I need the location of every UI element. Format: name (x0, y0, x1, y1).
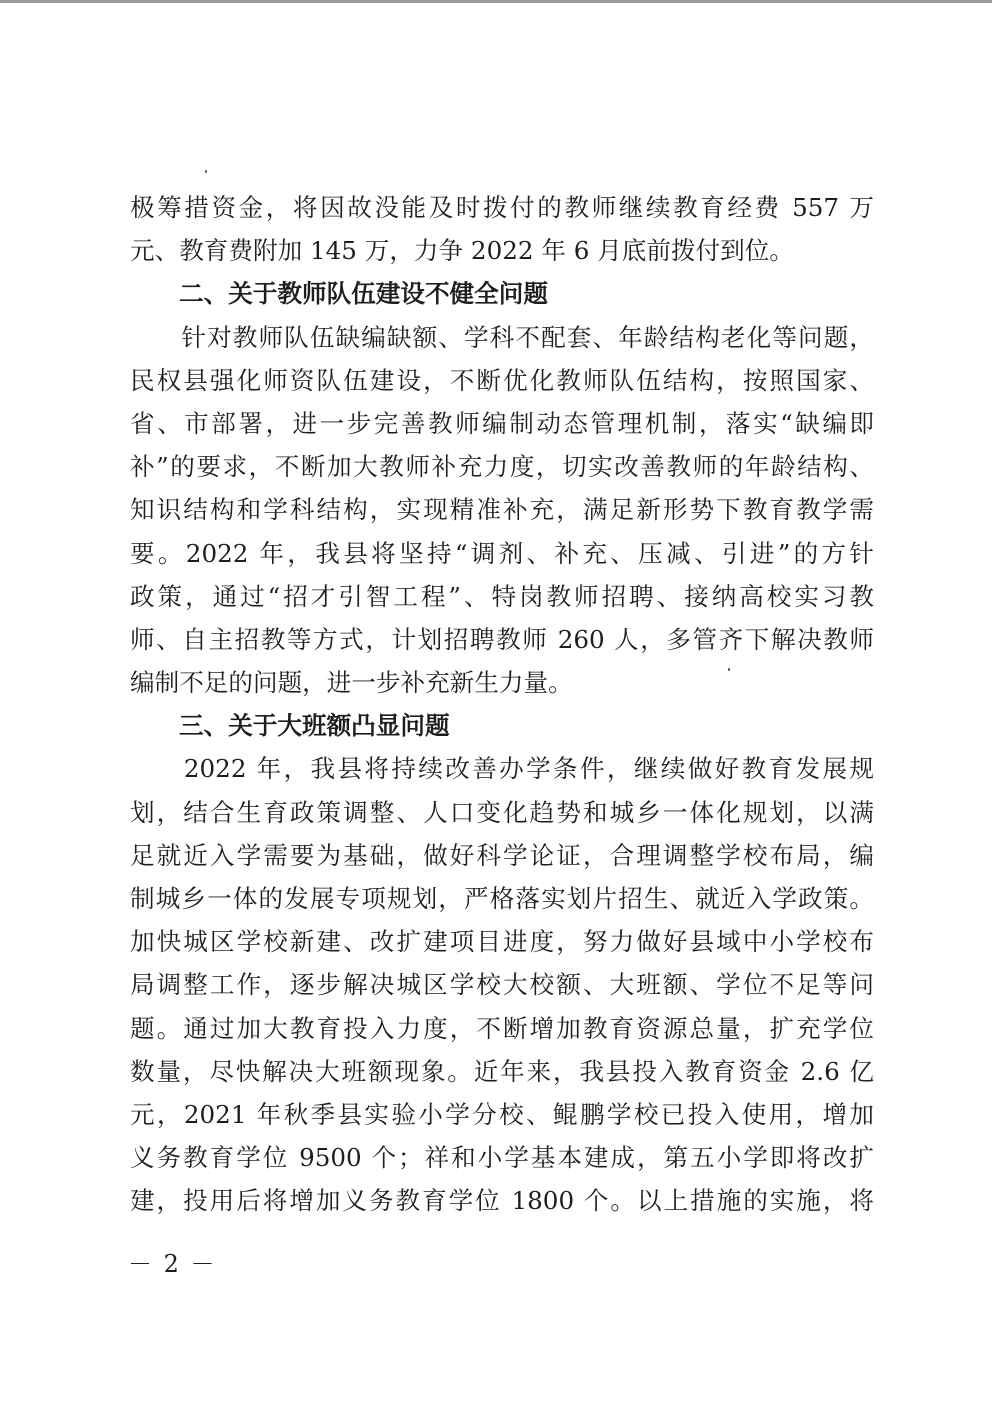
text-line: 题。通过加大教育投入力度，不断增加教育资源总量，扩充学位 (130, 1013, 874, 1043)
text-line: 制城乡一体的发展专项规划，严格落实划片招生、就近入学政策。 (130, 884, 874, 913)
section-heading-large-classes: 三、关于大班额凸显问题 (179, 711, 450, 741)
text-line: 针对教师队伍缺编缺额、学科不配套、年龄结构老化等问题， (130, 322, 874, 352)
paragraph-continuation (130, 186, 874, 272)
text-line: 元，2021 年秋季县实验小学分校、鲲鹏学校已投入使用，增加 (130, 1099, 874, 1129)
text-line: 编制不足的问题，进一步补充新生力量。 (130, 668, 573, 698)
text-line: 建，投用后将增加义务教育学位 1800 个。以上措施的实施，将 (130, 1186, 874, 1216)
text-line: 划，结合生育政策调整、人口变化趋势和城乡一体化规划，以满 (130, 797, 874, 827)
text-line: 政策，通过“招才引智工程”、特岗教师招聘、接纳高校实习教 (130, 581, 874, 611)
text-line: 知识结构和学科结构，实现精准补充，满足新形势下教育教学需 (130, 495, 874, 525)
text-line: 民权县强化师资队伍建设，不断优化教师队伍结构，按照国家、 (130, 365, 874, 395)
text-line: 数量，尽快解决大班额现象。近年来，我县投入教育资金 2.6 亿 (130, 1056, 874, 1086)
text-line: 义务教育学位 9500 个；祥和小学基本建成，第五小学即将改扩 (130, 1143, 874, 1173)
paragraph-large-classes (130, 747, 874, 1222)
text-line: 加快城区学校新建、改扩建项目进度，努力做好县域中小学校布 (130, 927, 874, 957)
text-line: 师、自主招教等方式，计划招聘教师 260 人，多管齐下解决教师 (130, 624, 874, 654)
text-line: 足就近入学需要为基础，做好科学论证，合理调整学校布局，编 (130, 840, 874, 870)
page-number: － 2 － (128, 1250, 217, 1278)
text-line: 局调整工作，逐步解决城区学校大校额、大班额、学位不足等问 (130, 970, 874, 1000)
text-line: 省、市部署，进一步完善教师编制动态管理机制，落实“缺编即 (130, 408, 874, 438)
paragraph-teachers (130, 316, 874, 705)
text-line: 补”的要求，不断加大教师补充力度，切实改善教师的年龄结构、 (130, 452, 874, 482)
document-body (130, 186, 874, 1223)
text-line: 极筹措资金，将因故没能及时拨付的教师继续教育经费 557 万 (130, 193, 874, 222)
text-line: 2022 年，我县将持续改善办学条件，继续做好教育发展规 (130, 754, 874, 784)
text-line: 元、教育费附加 145 万，力争 2022 年 6 月底前拨付到位。 (130, 236, 794, 266)
scan-top-edge (0, 0, 992, 3)
scan-speck (205, 170, 207, 173)
section-heading-teachers: 二、关于教师队伍建设不健全问题 (179, 279, 548, 309)
text-line: 要。2022 年，我县将坚持“调剂、补充、压减、引进”的方针 (130, 538, 874, 568)
